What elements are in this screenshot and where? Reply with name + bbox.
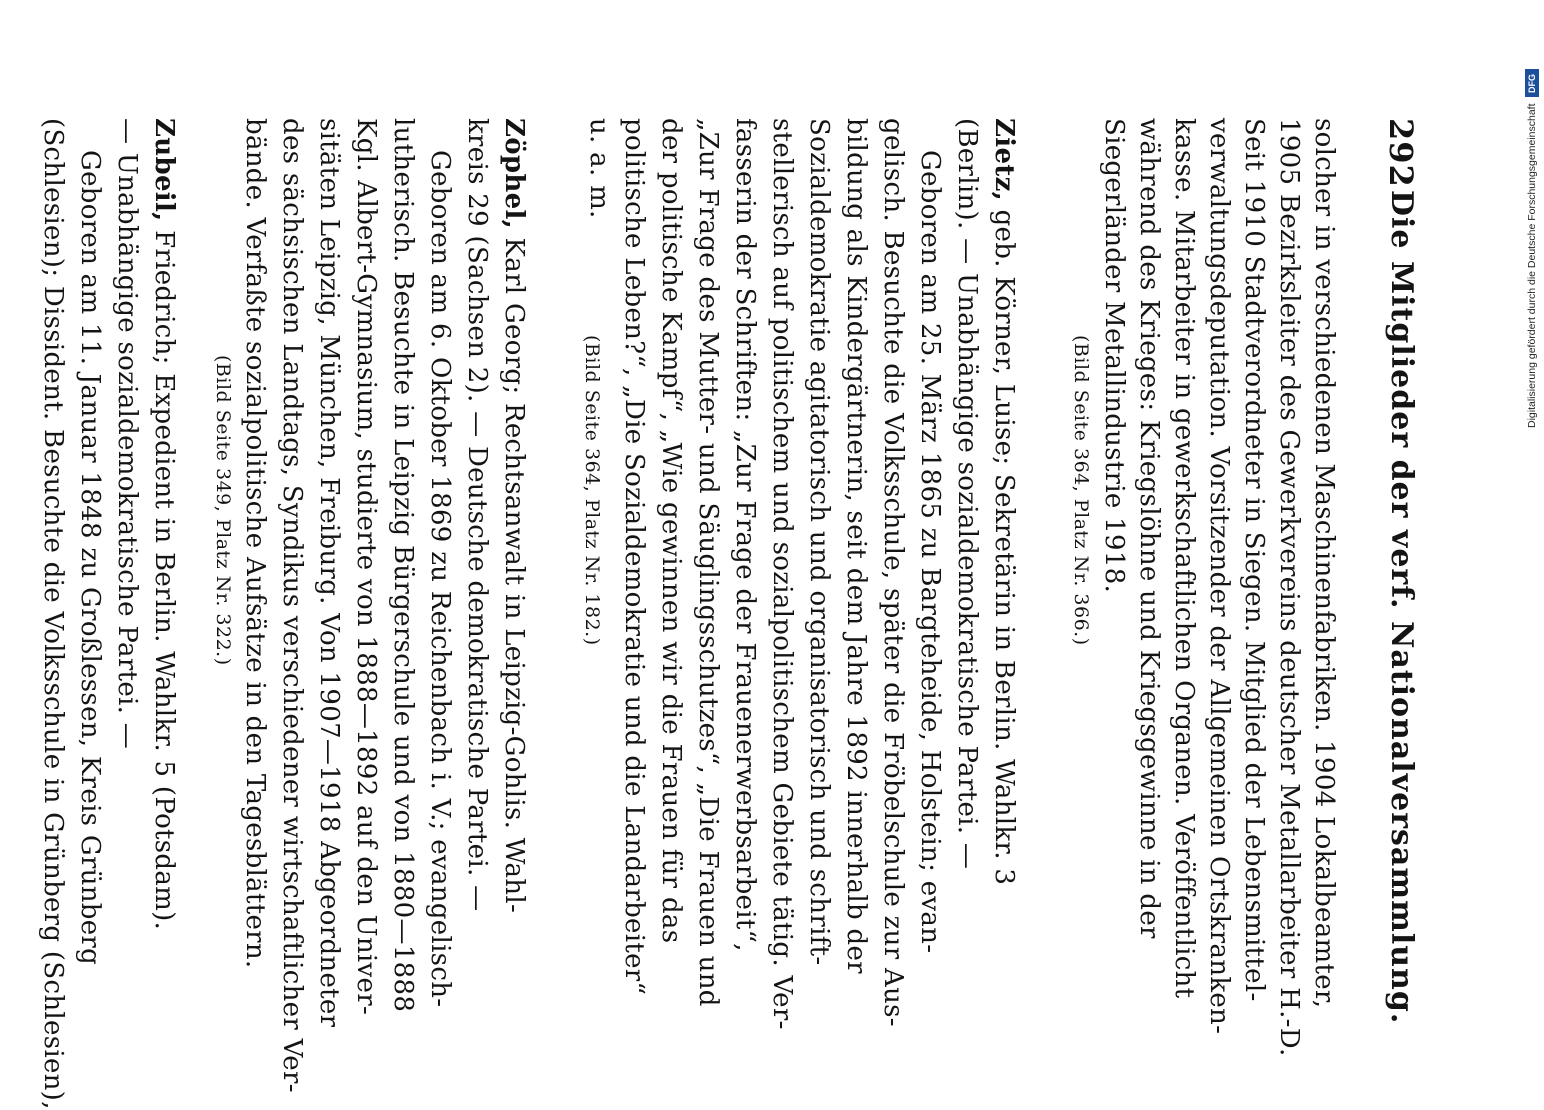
text-line: 1905 Bezirksleiter des Gewerkvereins deutscher Metallarbeiter H.-D. <box>1274 118 1304 1057</box>
text-line: — Unabhängige sozialdemokratische Partei. — <box>112 118 142 750</box>
text-line: (Schlesien); Dissident. Besuchte die Volksschule in Grünberg (Schlesien), <box>38 118 68 1110</box>
entry-name: Zietz, <box>989 118 1019 202</box>
entry-name: Zubeil, <box>149 118 179 222</box>
text-line: Kgl. Albert-Gymnasium, studierte von 1888—1892 auf den Univer- <box>351 118 381 1016</box>
text-line: geb. Körner, Luise; Sekretärin in Berlin. Wahlkr. 3 <box>989 201 1019 886</box>
text-line: der politische Kampf“, „Wie gewinnen wir die Frauen für das <box>656 118 686 944</box>
text-line: stellerisch auf politischem und sozialpolitischem Gebiete tätig. Ver- <box>767 118 797 1030</box>
image-caption: (Bild Seite 364, Platz Nr. 182.) <box>581 335 603 646</box>
text-line: bildung als Kindergärtnerin, seit dem Jahre 1892 innerhalb der <box>841 118 871 974</box>
text-line: fasserin der Schriften: „Zur Frage der Frauenerwerbsarbeit“, <box>730 118 760 952</box>
text-line: kasse. Mitarbeiter in gewerkschaftlichen Organen. Veröffentlicht <box>1169 118 1199 999</box>
entry-first-line <box>988 118 1020 885</box>
text-line: Geboren am 6. Oktober 1869 zu Reichenbach i. V.; evangelisch- <box>425 150 455 1008</box>
text-line: verwaltungsdeputation. Vorsitzender der Allgemeinen Ortskranken- <box>1204 118 1234 1035</box>
text-line: während des Krieges: Kriegslöhne und Kriegsgewinne in der <box>1134 118 1164 939</box>
image-caption: (Bild Seite 349, Platz Nr. 322.) <box>212 355 234 666</box>
text-line: solcher in verschiedenen Maschinenfabriken. 1904 Lokalbeamter, <box>1309 118 1339 1009</box>
text-line: bände. Verfaßte sozialpolitische Aufsätze in den Tagesblättern. <box>240 118 270 969</box>
text-line: Geboren am 11. Januar 1848 zu Großlessen, Kreis Grünberg <box>75 150 105 966</box>
credit-text: Digitalisierung gefördert durch die Deutsche Forschungsgemeinschaft <box>1526 103 1538 428</box>
text-line: Geboren am 25. März 1865 zu Bargteheide, Holstein; evan- <box>915 150 945 954</box>
text-line: kreis 29 (Sachsen 2). — Deutsche demokratische Partei. — <box>462 118 492 912</box>
text-line: Siegerländer Metallindustrie 1918. <box>1099 118 1129 594</box>
image-caption: (Bild Seite 364, Platz Nr. 366.) <box>1070 335 1092 646</box>
page-number: 292 <box>1382 118 1420 188</box>
digitization-credit <box>1520 8 1544 998</box>
running-head: Die Mitglieder der verf. Nationalversammlung. <box>1384 190 1419 1025</box>
text-line: Karl Georg; Rechtsanwalt in Leipzig-Gohlis. Wahl- <box>499 228 529 914</box>
entry-first-line <box>498 118 530 913</box>
text-line: „Zur Frage des Mutter- und Säuglingsschutzes“, „Die Frauen und <box>693 118 723 1007</box>
text-line: gelisch. Besuchte die Volksschule, später die Fröbelschule zur Aus- <box>878 118 908 1027</box>
text-line: (Berlin). — Unabhängige sozialdemokratische Partei. — <box>952 118 982 870</box>
text-line: u. a. m. <box>584 118 614 219</box>
entry-first-line <box>148 118 180 930</box>
dfg-logo: DFG <box>1525 69 1539 97</box>
text-line: Sozialdemokratie agitatorisch und organisatorisch und schrift- <box>804 118 834 966</box>
text-line: politische Leben?“, „Die Sozialdemokratie und die Landarbeiter“ <box>619 118 649 996</box>
text-line: Friedrich; Expedient in Berlin. Wahlkr. 5 (Potsdam). <box>149 221 179 931</box>
entry-name: Zöphel, <box>499 118 529 229</box>
text-line: sitäten Leipzig, München, Freiburg. Von 1907—1918 Abgeordneter <box>314 118 344 1028</box>
text-line: des sächsischen Landtags, Syndikus verschiedener wirtschaftlicher Ver- <box>277 118 307 1093</box>
text-line: lutherisch. Besuchte in Leipzig Bürgerschule und von 1880—1888 <box>388 118 418 1013</box>
text-line: Seit 1910 Stadtverordneter in Siegen. Mitglied der Lebensmittel- <box>1239 118 1269 1002</box>
